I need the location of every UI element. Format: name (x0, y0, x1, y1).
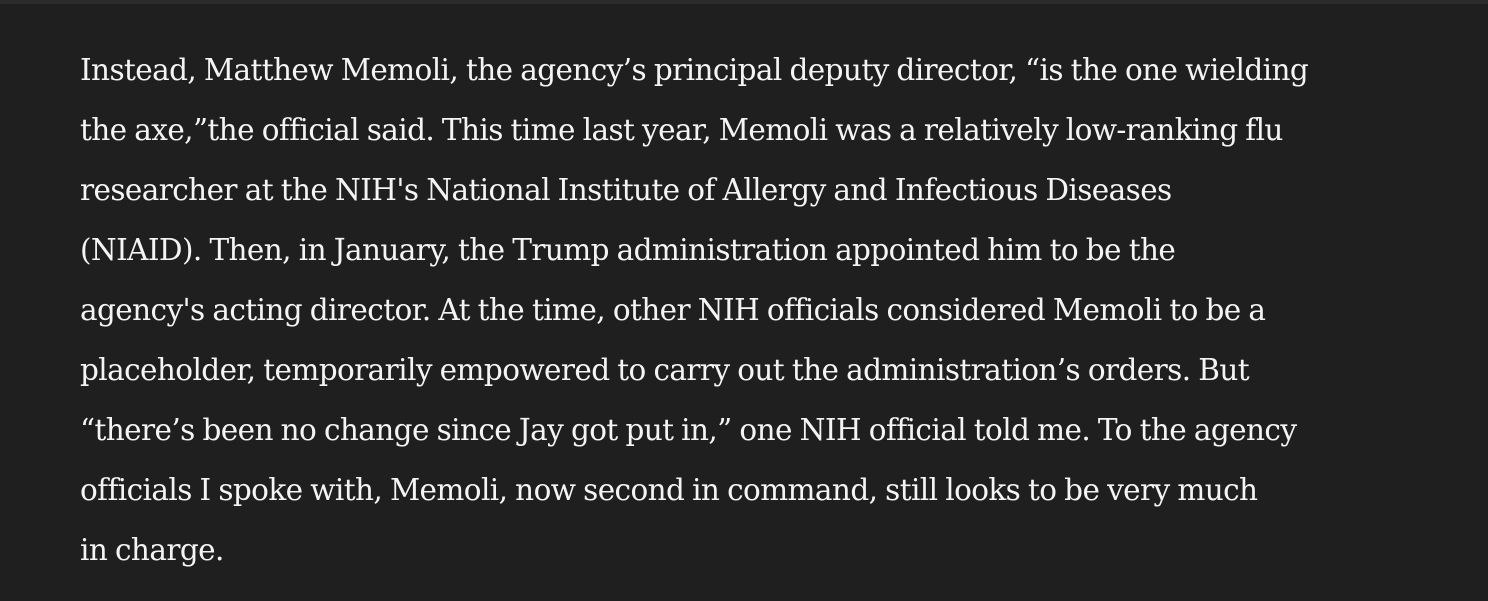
paragraph-line: placeholder, temporarily empowered to carry out the administration’s orders. But (80, 353, 1249, 387)
paragraph-line: officials I spoke with, Memoli, now second in command, still looks to be very much (80, 473, 1258, 507)
paragraph-line: the axe,”the official said. This time last year, Memoli was a relatively low-ranking flu (80, 113, 1283, 147)
paragraph-line: Instead, Matthew Memoli, the agency’s principal deputy director, “is the one wielding (80, 53, 1309, 87)
paragraph-line: (NIAID). Then, in January, the Trump administration appointed him to be the (80, 233, 1176, 267)
article-body (80, 40, 1420, 580)
paragraph-line: researcher at the NIH's National Institute of Allergy and Infectious Diseases (80, 173, 1172, 207)
paragraph-line: agency's acting director. At the time, other NIH officials considered Memoli to be a (80, 293, 1266, 327)
paragraph-line: in charge. (80, 533, 224, 567)
top-divider (0, 0, 1488, 4)
article-paragraph (80, 40, 1420, 580)
paragraph-line: “there’s been no change since Jay got put in,” one NIH official told me. To the agency (80, 413, 1297, 447)
